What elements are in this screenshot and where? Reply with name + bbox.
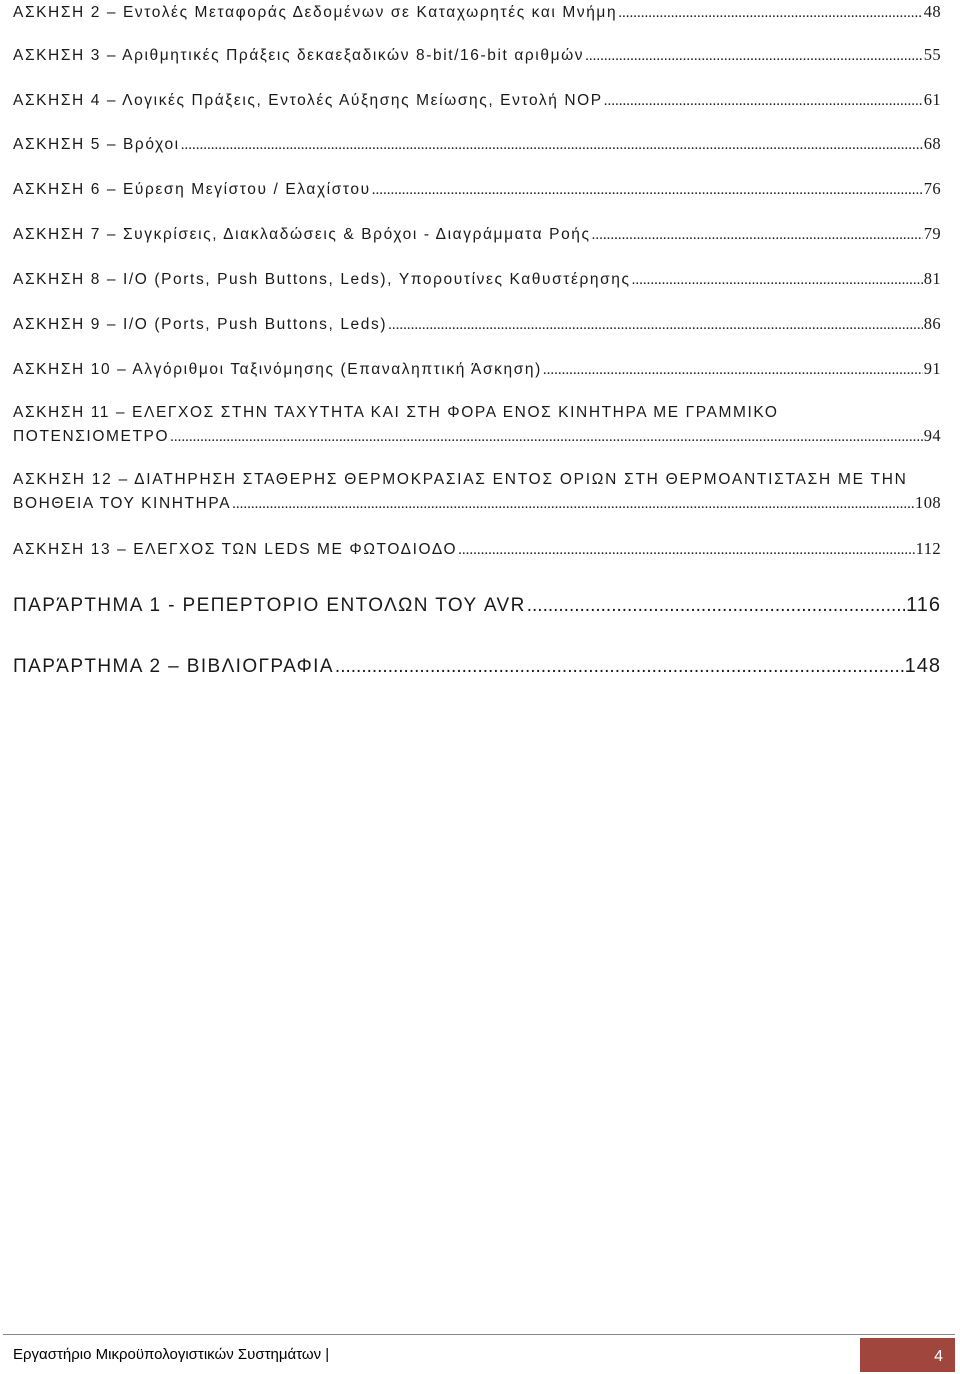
toc-entry-page: 81	[923, 269, 941, 288]
toc-entry-title: ΑΣΚΗΣΗ 13 – ΕΛΕΓΧΟΣ ΤΩΝ LEDS ΜΕ ΦΩΤΟΔΙΟΔΟ	[13, 541, 458, 558]
toc-leader-dots	[181, 137, 923, 154]
toc-leader-dots	[632, 272, 923, 289]
toc-entry[interactable]	[13, 90, 941, 110]
toc-entry-title-line2: ΒΟΗΘΕΙΑ ΤΟΥ ΚΙΝΗΤΗΡΑ	[13, 495, 232, 512]
toc-entry-page: 68	[923, 134, 941, 153]
toc-leader-dots	[585, 48, 923, 65]
toc-entry-page: 48	[923, 2, 941, 21]
toc-leader-dots	[618, 5, 923, 22]
page-footer	[0, 1334, 956, 1374]
page-number-box	[860, 1338, 955, 1372]
toc-entry-page: 86	[923, 314, 941, 333]
toc-entry-title: ΑΣΚΗΣΗ 4 – Λογικές Πράξεις, Εντολές Αύξησης Μείωσης, Εντολή NOP	[13, 92, 603, 109]
toc-entry-title-line1: ΑΣΚΗΣΗ 12 – ΔΙΑΤΗΡΗΣΗ ΣΤΑΘΕΡΗΣ ΘΕΡΜΟΚΡΑΣΙΑΣ ΕΝΤΟΣ ΟΡΙΩΝ ΣΤΗ ΘΕΡΜΟΑΝΤΙΣΤΑΣΗ ΜΕ ΤΗΝ	[13, 471, 908, 488]
toc-entry-page: 94	[923, 426, 941, 445]
toc-leader-dots	[170, 429, 923, 446]
toc-entry-page: 55	[923, 45, 941, 64]
footer-divider	[3, 1334, 955, 1335]
toc-entry[interactable]	[13, 404, 941, 446]
toc-entry-title: ΑΣΚΗΣΗ 8 – I/O (Ports, Push Buttons, Leds), Υπορουτίνες Καθυστέρησης	[13, 271, 631, 288]
toc-entry-title: ΑΣΚΗΣΗ 2 – Εντολές Μεταφοράς Δεδομένων σε Καταχωρητές και Μνήμη	[13, 4, 618, 21]
toc-leader-dots	[372, 182, 923, 199]
toc-entry-page: 91	[923, 359, 941, 378]
toc-entry-page: 76	[923, 179, 941, 198]
toc-entry[interactable]	[13, 179, 941, 199]
toc-appendix-title: ΠΑΡΆΡΤΗΜΑ 2 – ΒΙΒΛΙΟΓΡΑΦΙΑ	[13, 656, 334, 677]
toc-appendix-title: ΠΑΡΆΡΤΗΜΑ 1 - ΡΕΠΕΡΤΟΡΙΟ ΕΝΤΟΛΩΝ ΤΟΥ AVR	[13, 595, 526, 616]
toc-entry[interactable]	[13, 134, 941, 154]
toc-entry-title: ΑΣΚΗΣΗ 9 – I/O (Ports, Push Buttons, Leds)	[13, 316, 388, 333]
toc-leader-dots	[592, 227, 923, 244]
toc-entry-page: 79	[923, 224, 941, 243]
toc-appendix-entry[interactable]	[13, 655, 941, 678]
toc-appendix-page: 148	[904, 655, 941, 677]
toc-leader-dots	[388, 317, 923, 334]
toc-entry[interactable]	[13, 2, 941, 22]
toc-leader-dots	[458, 542, 915, 559]
toc-entry-page: 61	[923, 90, 941, 109]
toc-entry[interactable]	[13, 45, 941, 65]
toc-entry[interactable]	[13, 314, 941, 334]
toc-leader-dots	[335, 656, 904, 678]
toc-entry-title: ΑΣΚΗΣΗ 3 – Αριθμητικές Πράξεις δεκαεξαδικών 8-bit/16-bit αριθμών	[13, 47, 585, 64]
toc-entry-title-line1: ΑΣΚΗΣΗ 11 – ΕΛΕΓΧΟΣ ΣΤΗΝ ΤΑΧΥΤΗΤΑ ΚΑΙ ΣΤΗ ΦΟΡΑ ΕΝΟΣ ΚΙΝΗΤΗΡΑ ΜΕ ΓΡΑΜΜΙΚΟ	[13, 404, 779, 421]
footer-label: Εργαστήριο Μικροϋπολογιστικών Συστημάτων |	[13, 1346, 330, 1363]
toc-entry-title: ΑΣΚΗΣΗ 10 – Αλγόριθμοι Ταξινόμησης (Επαναληπτική Άσκηση)	[13, 361, 542, 378]
toc-appendix-entry[interactable]	[13, 594, 941, 617]
page-number: 4	[934, 1348, 943, 1365]
toc-entry-page: 112	[915, 539, 941, 558]
toc-entry-title: ΑΣΚΗΣΗ 6 – Εύρεση Μεγίστου / Ελαχίστου	[13, 181, 371, 198]
toc-leader-dots	[232, 496, 914, 513]
toc-leader-dots	[543, 362, 923, 379]
toc-appendix-page: 116	[906, 594, 941, 616]
toc-leader-dots	[527, 595, 905, 617]
toc-entry[interactable]	[13, 359, 941, 379]
toc-entry-title-line2: ΠΟΤΕΝΣΙΟΜΕΤΡΟ	[13, 428, 170, 445]
toc-entry[interactable]	[13, 539, 941, 559]
toc-entry[interactable]	[13, 224, 941, 244]
toc-entry-title: ΑΣΚΗΣΗ 5 – Βρόχοι	[13, 136, 180, 153]
toc-leader-dots	[604, 93, 923, 110]
toc-entry-title: ΑΣΚΗΣΗ 7 – Συγκρίσεις, Διακλαδώσεις & Βρόχοι - Διαγράμματα Ροής	[13, 226, 591, 243]
toc-entry[interactable]	[13, 471, 941, 513]
toc-entry[interactable]	[13, 269, 941, 289]
toc-entry-page: 108	[915, 493, 941, 512]
